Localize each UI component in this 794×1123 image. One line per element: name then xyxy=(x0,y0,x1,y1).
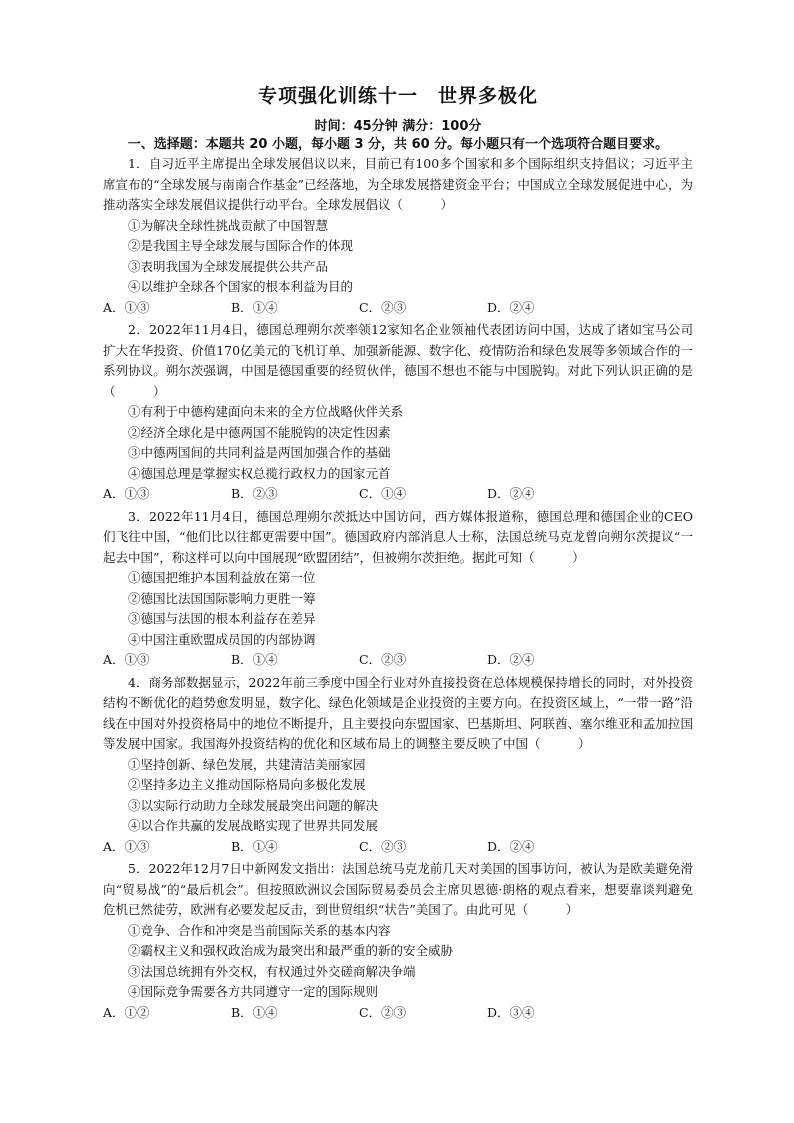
answer-choice[interactable]: B．①④ xyxy=(231,299,278,315)
answer-choice[interactable]: D．③④ xyxy=(487,1004,535,1020)
answer-choice[interactable]: B．①④ xyxy=(231,652,278,667)
answer-choice[interactable]: B．①④ xyxy=(231,838,278,854)
question-4 xyxy=(103,673,693,858)
answer-choices xyxy=(103,1003,693,1024)
page-title: 专项强化训练十一 世界多极化 xyxy=(257,85,538,107)
statement-option: ①坚持创新、绿色发展，共建清洁美丽家园 xyxy=(128,756,366,772)
exam-meta: 时间：45分钟 满分：100分 xyxy=(314,119,482,134)
answer-choice[interactable]: B．①④ xyxy=(231,1004,278,1020)
statement-option: ④中国注重欧盟成员国的内部协调 xyxy=(128,631,316,647)
answer-choice[interactable]: C．①④ xyxy=(359,486,407,501)
question-1 xyxy=(103,154,693,318)
statement-option: ②坚持多边主义推动国际格局向多极化发展 xyxy=(128,777,366,792)
answer-choice[interactable]: A．①③ xyxy=(103,486,150,501)
statement-option: ③中德两国间的共同利益是两国加强合作的基础 xyxy=(128,445,391,460)
answer-choice[interactable]: A．①③ xyxy=(103,299,150,315)
answer-choice[interactable]: A．①② xyxy=(103,1004,150,1020)
question-list xyxy=(103,154,693,1023)
question-stem: 5．2022年12月7日中新网发文指出：法国总统马克龙前几天对美国的国事访问，被认为是欧美避免滑向“贸易战”的“最后机会”。但按照欧洲议会国际贸易委员会主席贝恩德·朗格的观点看来，想要靠谈判避免危机已然徒劳，欧洲有必要发起反击，到世贸组织“状告”美国了。由此可见（ ） xyxy=(103,861,693,917)
statement-option: ③法国总统拥有外交权，有权通过外交磋商解决争端 xyxy=(128,963,416,979)
question-3 xyxy=(103,507,693,671)
answer-choices xyxy=(103,298,693,319)
statement-option: ①为解决全球性挑战贡献了中国智慧 xyxy=(128,217,329,233)
answer-choice[interactable]: C．②③ xyxy=(359,1004,407,1020)
statement-option: ①德国把维护本国利益放在第一位 xyxy=(128,570,316,585)
statement-option: ②经济全球化是中德两国不能脱钩的决定性因素 xyxy=(128,424,391,440)
question-stem: 2．2022年11月4日，德国总理朔尔茨率领12家知名企业领袖代表团访问中国，达成了诸如宝马公司扩大在华投资、价值170亿美元的飞机订单、加强新能源、数字化、疫情防治和绿色发展等多领域合作的一系列协议。朔尔茨强调，中国是德国重要的经贸伙伴，德国不想也不能与中国脱钩。对此下列认识正确的是（ ） xyxy=(103,322,693,399)
answer-choice[interactable]: B．②③ xyxy=(231,486,278,501)
answer-choice[interactable]: A．①③ xyxy=(103,652,150,667)
answer-choices xyxy=(103,484,693,505)
question-2 xyxy=(103,320,693,505)
answer-choice[interactable]: D．②④ xyxy=(487,838,535,854)
section-heading: 一、选择题：本题共 20 小题，每小题 3 分，共 60 分。每小题只有一个选项符合题目要求。 xyxy=(127,137,669,152)
answer-choice[interactable]: A．①③ xyxy=(103,838,150,854)
answer-choice[interactable]: D．②④ xyxy=(487,486,535,501)
answer-choice[interactable]: D．②④ xyxy=(487,299,535,315)
answer-choice[interactable]: C．②③ xyxy=(359,652,407,667)
statement-option: ①竞争、合作和冲突是当前国际关系的基本内容 xyxy=(128,922,391,938)
question-stem: 1．自习近平主席提出全球发展倡议以来，目前已有100多个国家和多个国际组织支持倡议；习近平主席宣布的“全球发展与南南合作基金”已经落地，为全球发展搭建资金平台；中国成立全球发展促进中心，为推动落实全球发展倡议提供行动平台。全球发展倡议（ ） xyxy=(103,156,693,212)
answer-choice[interactable]: C．②③ xyxy=(359,838,407,854)
question-5 xyxy=(103,859,693,1023)
statement-option: ③表明我国为全球发展提供公共产品 xyxy=(128,258,329,274)
statement-option: ①有利于中德构建面向未来的全方位战略伙伴关系 xyxy=(128,404,404,419)
statement-option: ③以实际行动助力全球发展最突出问题的解决 xyxy=(128,797,379,813)
statement-option: ③德国与法国的根本利益存在差异 xyxy=(128,611,316,626)
statement-option: ②是我国主导全球发展与国际合作的体现 xyxy=(128,238,354,253)
question-stem: 3．2022年11月4日，德国总理朔尔茨抵达中国访问，西方媒体报道称，德国总理和德国企业的CEO们飞往中国，“他们比以往都更需要中国”。德国政府内部消息人士称，法国总统马克龙曾向朔尔茨提议“一起去中国”，称这样可以向中国展现“欧盟团结”，但被朔尔茨拒绝。据此可知（ ） xyxy=(103,508,693,565)
statement-option: ④德国总理是掌握实权总揽行政权力的国家元首 xyxy=(128,465,391,481)
statement-option: ④以合作共赢的发展战略实现了世界共同发展 xyxy=(128,818,379,833)
statement-option: ④国际竞争需要各方共同遵守一定的国际规则 xyxy=(128,984,379,999)
question-stem: 4．商务部数据显示，2022年前三季度中国全行业对外直接投资在总体规模保持增长的同时，对外投资结构不断优化的趋势愈发明显，数字化、绿色化领域是企业投资的主要方向。在投资区域上，“一带一路”沿线在中国对外投资格局中的地位不断提升，且主要投向东盟国家、巴基斯坦、阿联酋、塞尔维亚和孟加拉国等发展中国家。我国海外投资结构的优化和区域布局上的调整主要反映了中国（ ） xyxy=(103,674,693,751)
answer-choices xyxy=(103,837,693,858)
answer-choices xyxy=(103,650,693,671)
statement-option: ④以维护全球各个国家的根本利益为目的 xyxy=(128,279,354,294)
exam-page xyxy=(103,82,693,1025)
answer-choice[interactable]: D．②④ xyxy=(487,652,535,667)
statement-option: ②德国比法国国际影响力更胜一筹 xyxy=(128,590,316,606)
answer-choice[interactable]: C．②③ xyxy=(359,299,407,315)
statement-option: ②霸权主义和强权政治成为最突出和最严重的新的安全威胁 xyxy=(128,943,454,958)
